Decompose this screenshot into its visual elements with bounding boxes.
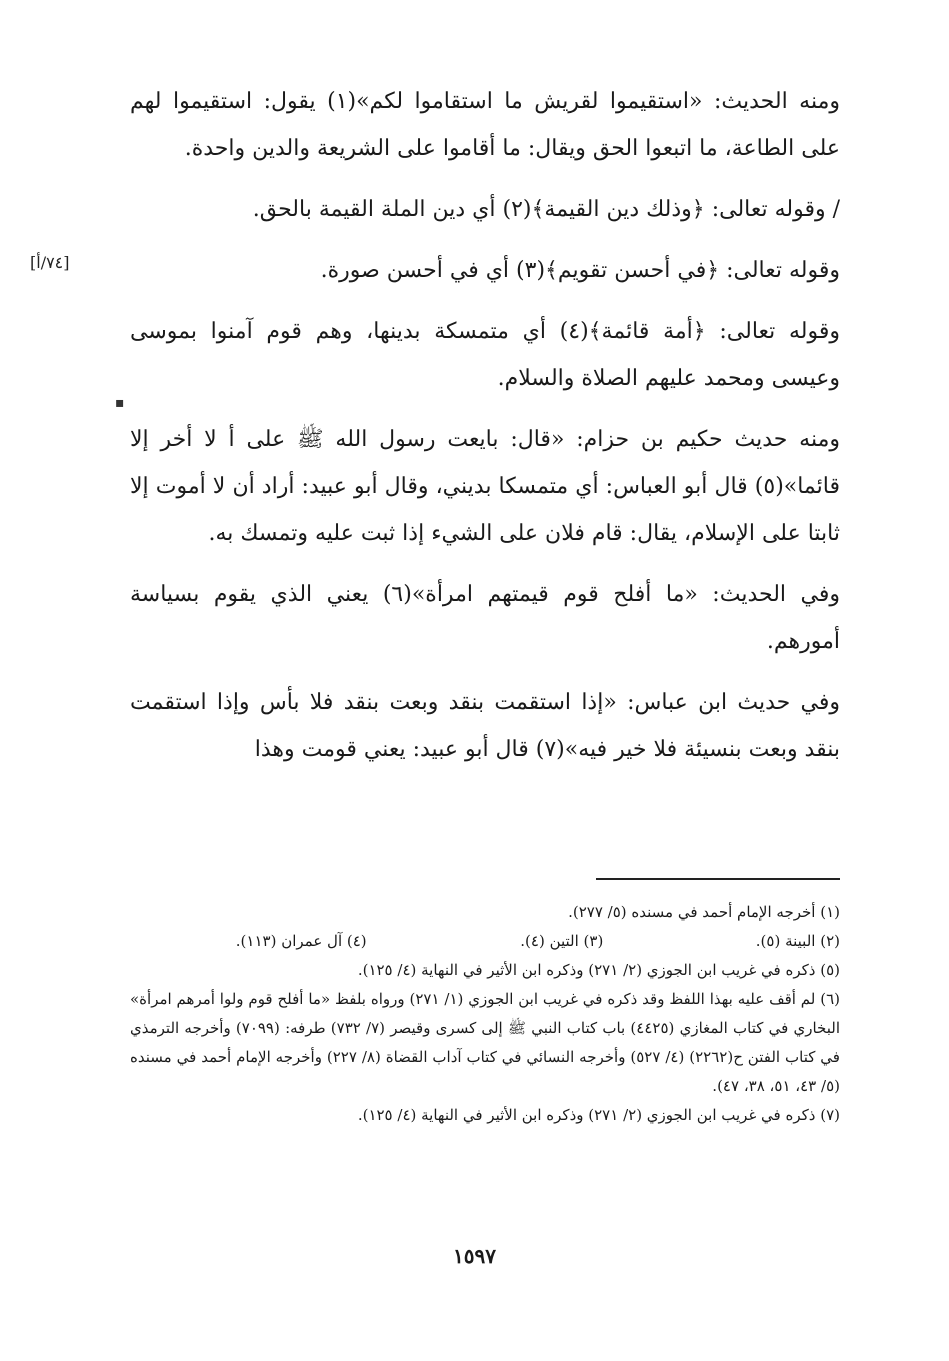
paragraph-5: ومنه حديث حكيم بن حزام: «قال: بايعت رسول الله ﷺ على أ لا أخر إلا قائما»(٥) قال أبو العباس: أي متمسكا بديني، وقال أبو عبيد: أراد أن لا أموت إلا ثابتا على الإسلام، يقال: قام فلان على الشيء إذا ثبت عليه وتمسك به. <box>130 427 840 546</box>
paragraph-2: / وقوله تعالى: ﴿وذلك دين القيمة﴾(٢) أي دين الملة القيمة بالحق. <box>252 197 840 222</box>
main-text <box>130 78 840 787</box>
paragraph-1: ومنه الحديث: «استقيموا لقريش ما استقاموا لكم»(١) يقول: استقيموا لهم على الطاعة، ما اتبعوا الحق ويقال: ما أقاموا على الشريعة والدين واحدة. <box>130 89 840 161</box>
print-speck: ▪ <box>115 395 125 411</box>
page-number: ١٥٩٧ <box>453 1244 496 1268</box>
footnote-2: (٢) البينة (٥). <box>755 932 840 950</box>
footnote-divider <box>596 878 840 880</box>
folio-margin-note: [٧٤/أ] <box>30 253 70 272</box>
footnote-row-2-4 <box>130 927 840 956</box>
paragraph-6: وفي الحديث: «ما أفلح قوم قيمتهم امرأة»(٦) يعني الذي يقوم بسياسة أمورهم. <box>130 582 840 654</box>
footnote-7: (٧) ذكره في غريب ابن الجوزي (٢/ ٢٧١) وذكره ابن الأثير في النهاية (٤/ ١٢٥). <box>357 1106 840 1124</box>
footnote-5: (٥) ذكره في غريب ابن الجوزي (٢/ ٢٧١) وذكره ابن الأثير في النهاية (٤/ ١٢٥). <box>357 961 840 979</box>
footnotes <box>130 898 840 1130</box>
footnote-3: (٣) التين (٤). <box>520 932 604 950</box>
paragraph-7: وفي حديث ابن عباس: «إذا استقمت بنقد وبعت بنقد فلا بأس وإذا استقمت بنقد وبعت بنسيئة فلا خير فيه»(٧) قال أبو عبيد: يعني قومت وهذا <box>130 690 840 762</box>
footnote-1: (١) أخرجه الإمام أحمد في مسنده (٥/ ٢٧٧). <box>568 903 840 921</box>
paragraph-3: وقوله تعالى: ﴿في أحسن تقويم﴾(٣) أي في أحسن صورة. <box>320 258 840 283</box>
paragraph-4: وقوله تعالى: ﴿أمة قائمة﴾(٤) أي متمسكة بدينها، وهم قوم آمنوا بموسى وعيسى ومحمد عليهم الصلاة والسلام. <box>130 319 840 391</box>
footnote-6: (٦) لم أقف عليه بهذا اللفظ وقد ذكره في غريب ابن الجوزي (١/ ٢٧١) ورواه بلفظ «ما أفلح قوم ولوا أمرهم امرأة» البخاري في كتاب المغازي (٤٤٢٥) باب كتاب النبي ﷺ إلى كسرى وقيصر (٧/ ٧٣٢) طرفه: (٧٠٩٩) وأخرجه الترمذي في كتاب الفتن ح(٢٢٦٢) (٤/ ٥٢٧) وأخرجه النسائي في كتاب آداب القضاة (٨/ ٢٢٧) وأخرجه الإمام أحمد في مسنده (٥/ ٤٣، ٥١، ٣٨، ٤٧). <box>130 990 841 1095</box>
footnote-4: (٤) آل عمران (١١٣). <box>235 932 367 950</box>
